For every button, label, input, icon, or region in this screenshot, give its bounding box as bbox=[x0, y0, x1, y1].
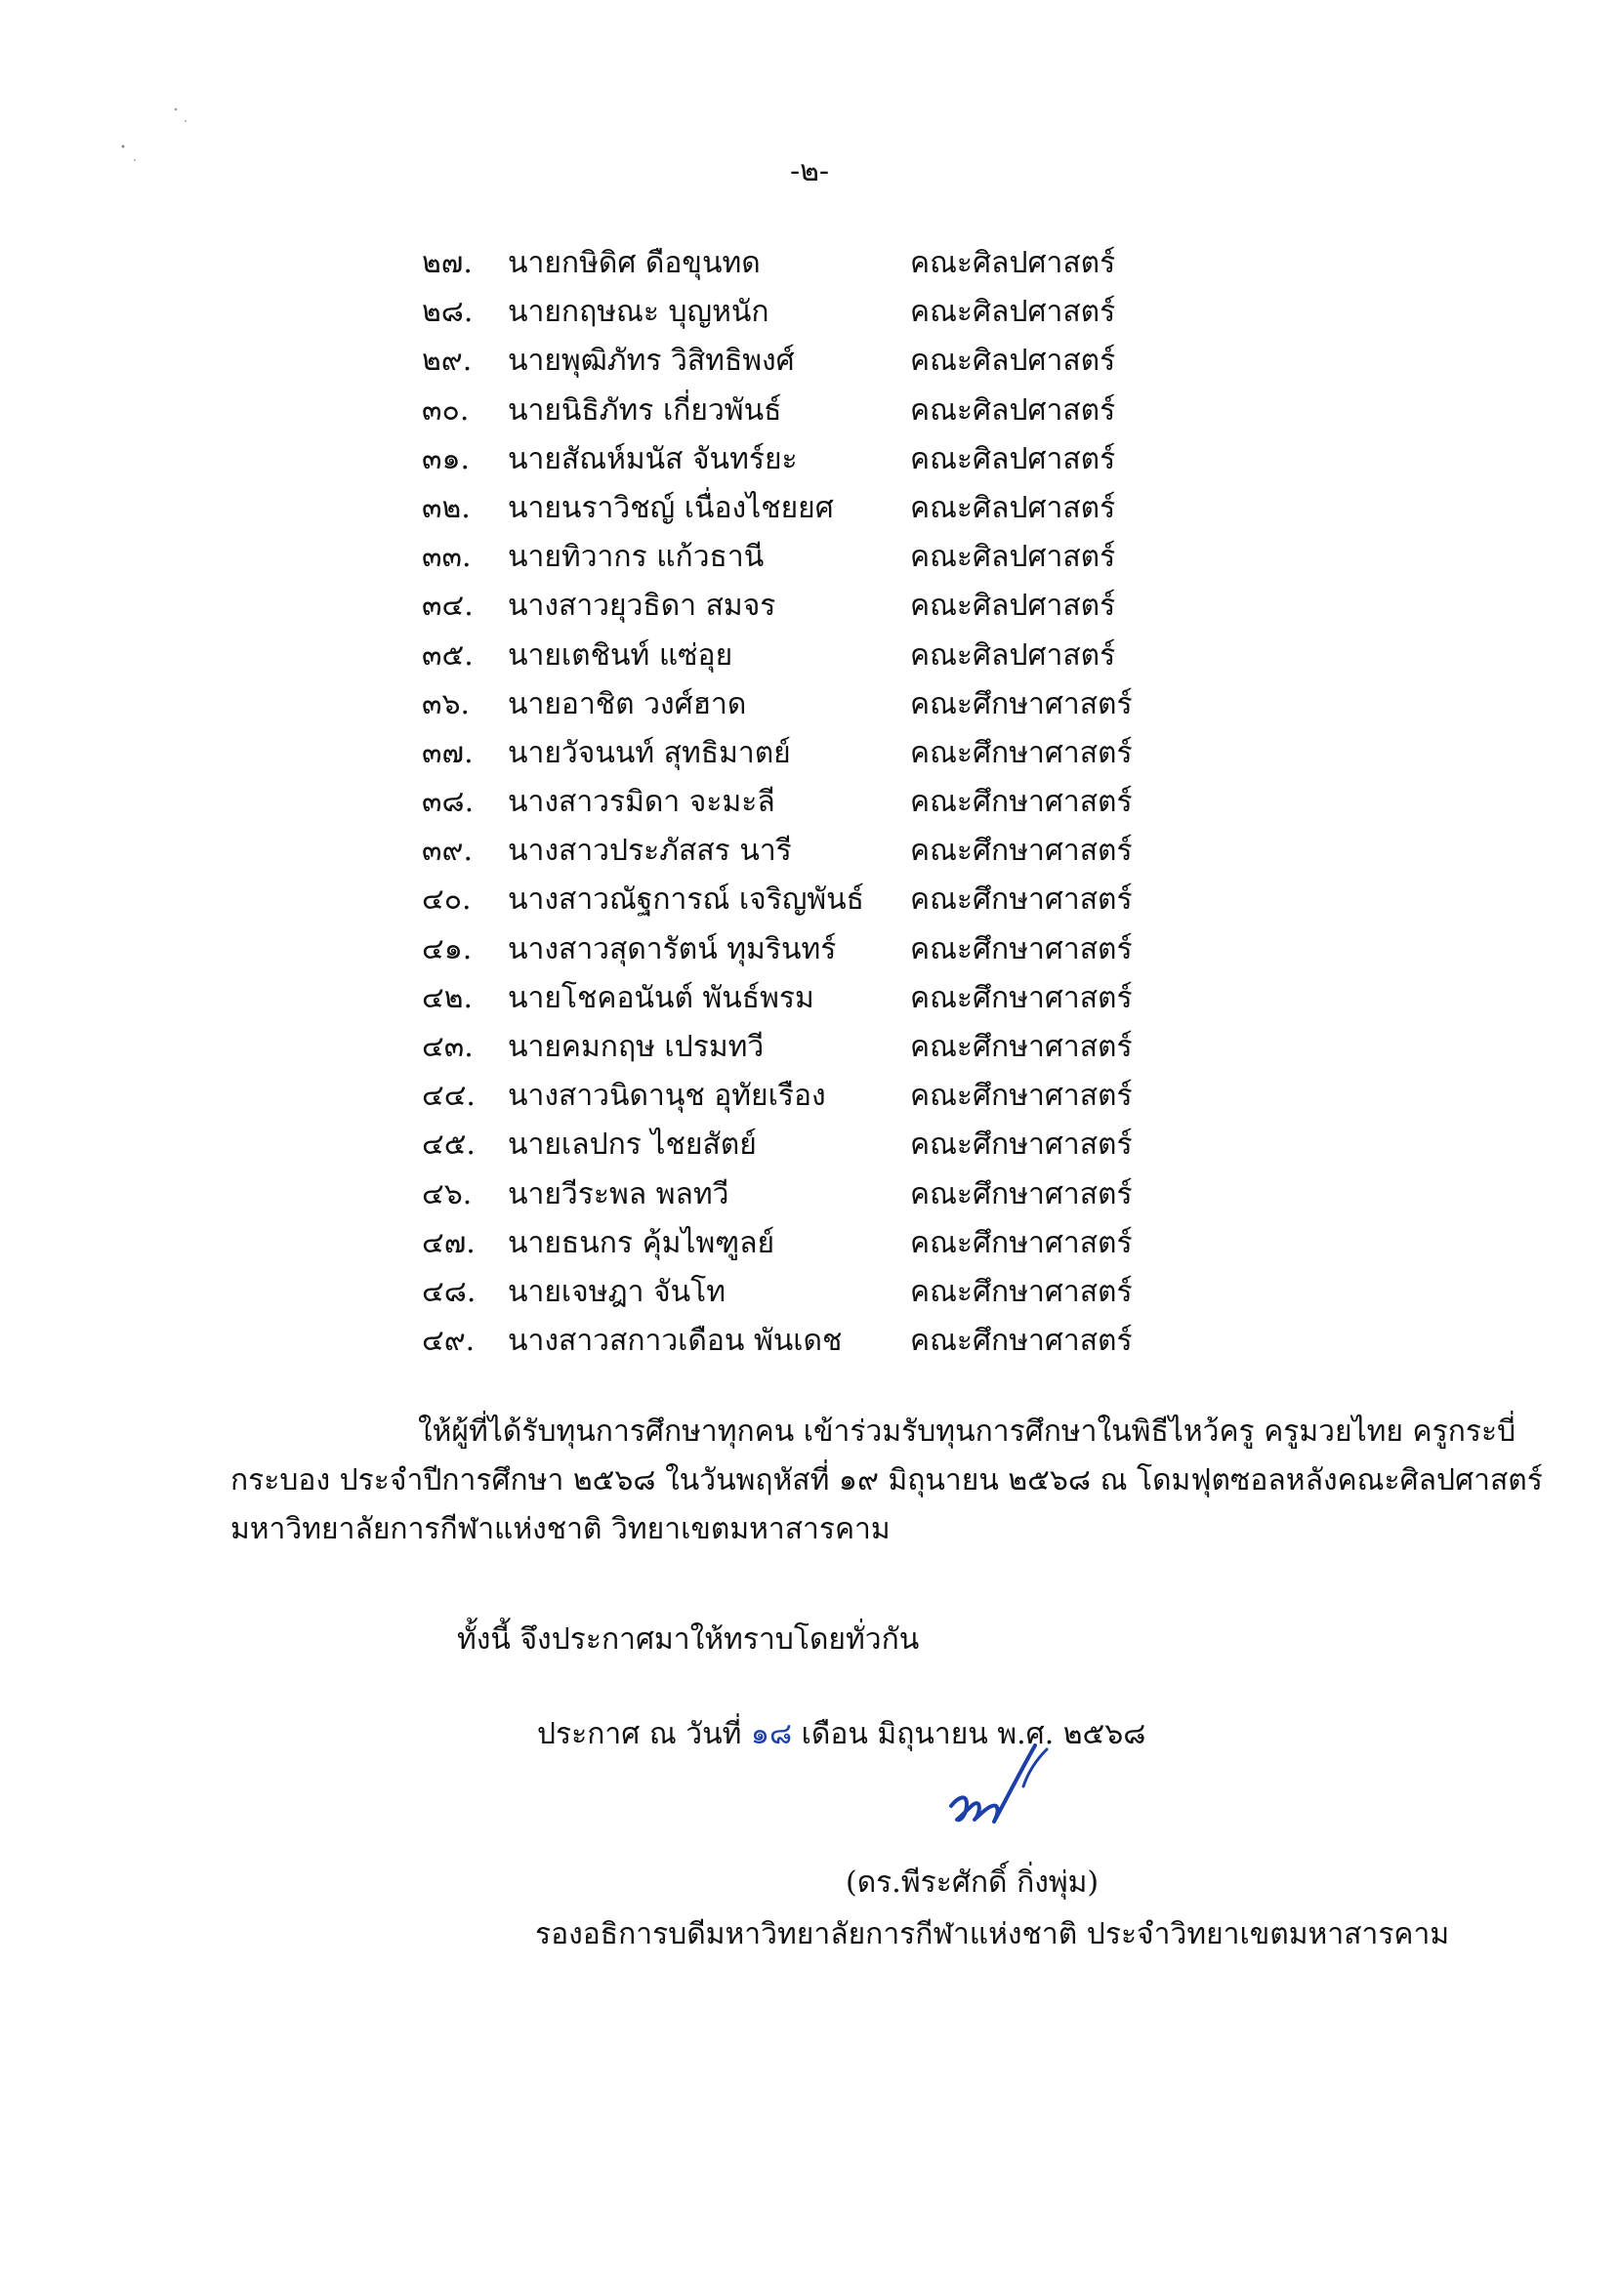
recipient-number: ๔๑. bbox=[422, 931, 473, 966]
recipient-name: นางสาวณัฐการณ์ เจริญพันธ์ bbox=[508, 882, 864, 918]
recipient-number: ๓๒. bbox=[422, 490, 471, 525]
recipient-number: ๒๙. bbox=[422, 344, 473, 379]
recipient-row bbox=[422, 881, 1164, 929]
recipient-row bbox=[422, 587, 1164, 636]
recipient-name: นายเตชินท์ แซ่อุย bbox=[508, 637, 733, 673]
recipient-name: นางสาวสกาวเดือน พันเดช bbox=[508, 1324, 843, 1359]
recipient-faculty: คณะศึกษาศาสตร์ bbox=[910, 882, 1133, 918]
recipient-number: ๒๘. bbox=[422, 295, 474, 330]
recipient-row bbox=[422, 1126, 1164, 1174]
recipient-faculty: คณะศิลปศาสตร์ bbox=[910, 490, 1116, 525]
recipient-number: ๓๑. bbox=[422, 441, 471, 476]
date-prefix: ประกาศ ณ วันที่ bbox=[537, 1717, 751, 1751]
recipient-faculty: คณะศึกษาศาสตร์ bbox=[910, 1324, 1133, 1359]
recipient-list bbox=[422, 244, 1164, 1371]
recipient-row bbox=[422, 1322, 1164, 1371]
recipient-number: ๔๗. bbox=[422, 1225, 476, 1260]
recipient-faculty: คณะศิลปศาสตร์ bbox=[910, 295, 1116, 330]
recipient-number: ๓๖. bbox=[422, 686, 471, 721]
recipient-faculty: คณะศิลปศาสตร์ bbox=[910, 540, 1116, 575]
recipient-row bbox=[422, 1224, 1164, 1273]
recipient-faculty: คณะศึกษาศาสตร์ bbox=[910, 785, 1133, 820]
recipient-faculty: คณะศึกษาศาสตร์ bbox=[910, 980, 1133, 1015]
announcement-line-1: ให้ผู้ที่ได้รับทุนการศึกษาทุกคน เข้าร่วมรับทุนการศึกษาในพิธีไหว้ครู ครูมวยไทย ครูกระบี่ bbox=[418, 1414, 1516, 1449]
recipient-number: ๓๗. bbox=[422, 735, 474, 770]
recipient-faculty: คณะศึกษาศาสตร์ bbox=[910, 1176, 1133, 1211]
recipient-faculty: คณะศึกษาศาสตร์ bbox=[910, 1128, 1133, 1163]
signer-title: รองอธิการบดีมหาวิทยาลัยการกีฬาแห่งชาติ ประจำวิทยาเขตมหาสารคาม bbox=[535, 1917, 1450, 1951]
recipient-faculty: คณะศึกษาศาสตร์ bbox=[910, 931, 1133, 966]
recipient-number: ๓๐. bbox=[422, 392, 470, 428]
recipient-row bbox=[422, 342, 1164, 390]
announcement-line-3: มหาวิทยาลัยการกีฬาแห่งชาติ วิทยาเขตมหาสารคาม bbox=[230, 1512, 891, 1546]
recipient-row bbox=[422, 440, 1164, 489]
recipient-number: ๔๙. bbox=[422, 1324, 476, 1359]
recipient-name: นางสาวยุวธิดา สมจร bbox=[508, 589, 776, 624]
signer-name: (ดร.พีระศักดิ์ กิ่งพุ่ม) bbox=[846, 1866, 1100, 1900]
recipient-row bbox=[422, 391, 1164, 440]
recipient-row bbox=[422, 538, 1164, 587]
recipient-number: ๔๕. bbox=[422, 1128, 476, 1163]
date-suffix: เดือน มิถุนายน พ.ศ. ๒๕๖๘ bbox=[792, 1717, 1146, 1751]
recipient-row bbox=[422, 244, 1164, 293]
recipient-number: ๓๙. bbox=[422, 834, 474, 869]
recipient-number: ๔๘. bbox=[422, 1274, 477, 1309]
recipient-faculty: คณะศิลปศาสตร์ bbox=[910, 637, 1116, 673]
recipient-faculty: คณะศิลปศาสตร์ bbox=[910, 246, 1116, 280]
recipient-row bbox=[422, 832, 1164, 881]
recipient-row bbox=[422, 1028, 1164, 1077]
recipient-name: นางสาวนิดานุช อุทัยเรือง bbox=[508, 1079, 826, 1114]
recipient-name: นายคมกฤษ เปรมทวี bbox=[508, 1030, 765, 1064]
recipient-name: นายกษิดิศ ดือขุนทด bbox=[508, 246, 761, 280]
recipient-row bbox=[422, 783, 1164, 832]
recipient-name: นายสัณห์มนัส จันทร์ยะ bbox=[508, 441, 798, 476]
recipient-name: นายทิวากร แก้วธานี bbox=[508, 540, 765, 575]
announcement-line-2: กระบอง ประจำปีการศึกษา ๒๕๖๘ ในวันพฤหัสที่ ๑๙ มิถุนายน ๒๕๖๘ ณ โดมฟุตซอลหลังคณะศิลปศาสตร์ bbox=[230, 1463, 1543, 1497]
recipient-row bbox=[422, 930, 1164, 979]
recipient-row bbox=[422, 1175, 1164, 1224]
recipient-name: นายวีระพล พลทวี bbox=[508, 1176, 729, 1211]
recipient-name: นายวัจนนท์ สุทธิมาตย์ bbox=[508, 735, 791, 770]
recipient-faculty: คณะศึกษาศาสตร์ bbox=[910, 1079, 1133, 1114]
recipient-name: นายอาชิต วงศ์ฮาด bbox=[508, 686, 747, 721]
recipient-row bbox=[422, 734, 1164, 783]
recipient-number: ๓๔. bbox=[422, 589, 474, 624]
recipient-number: ๔๔. bbox=[422, 1079, 476, 1114]
handwritten-signature bbox=[945, 1736, 1062, 1843]
recipient-faculty: คณะศึกษาศาสตร์ bbox=[910, 686, 1133, 721]
recipient-number: ๓๓. bbox=[422, 540, 472, 575]
recipient-faculty: คณะศิลปศาสตร์ bbox=[910, 441, 1116, 476]
recipient-name: นายนิธิภัทร เกี่ยวพันธ์ bbox=[508, 392, 782, 428]
recipient-faculty: คณะศิลปศาสตร์ bbox=[910, 392, 1116, 428]
recipient-name: นางสาวสุดารัตน์ ทุมรินทร์ bbox=[508, 931, 837, 966]
recipient-row bbox=[422, 685, 1164, 734]
recipient-name: นายกฤษณะ บุญหนัก bbox=[508, 295, 769, 330]
recipient-number: ๔๒. bbox=[422, 980, 474, 1015]
recipient-row bbox=[422, 1273, 1164, 1322]
closing-statement: ทั้งนี้ จึงประกาศมาให้ทราบโดยทั่วกัน bbox=[457, 1622, 920, 1657]
date-day: ๑๘ bbox=[750, 1717, 793, 1751]
recipient-number: ๔๓. bbox=[422, 1030, 474, 1064]
recipient-faculty: คณะศึกษาศาสตร์ bbox=[910, 1030, 1133, 1064]
recipient-name: นายพุฒิภัทร วิสิทธิพงศ์ bbox=[508, 344, 795, 379]
recipient-name: นายเจษฎา จันโท bbox=[508, 1274, 726, 1309]
recipient-row bbox=[422, 636, 1164, 685]
recipient-row bbox=[422, 979, 1164, 1028]
recipient-row bbox=[422, 293, 1164, 342]
recipient-row bbox=[422, 1077, 1164, 1126]
recipient-name: นายธนกร คุ้มไพฑูลย์ bbox=[508, 1225, 775, 1260]
recipient-name: นางสาวรมิดา จะมะลี bbox=[508, 785, 775, 820]
announcement-paragraph bbox=[230, 1408, 1543, 1554]
recipient-faculty: คณะศิลปศาสตร์ bbox=[910, 344, 1116, 379]
recipient-faculty: คณะศิลปศาสตร์ bbox=[910, 589, 1116, 624]
recipient-row bbox=[422, 489, 1164, 538]
recipient-number: ๔๐. bbox=[422, 882, 472, 918]
recipient-name: นางสาวประภัสสร นารี bbox=[508, 834, 792, 869]
recipient-faculty: คณะศึกษาศาสตร์ bbox=[910, 834, 1133, 869]
recipient-number: ๓๘. bbox=[422, 785, 475, 820]
recipient-name: นายนราวิชญ์ เนื่องไชยยศ bbox=[508, 490, 834, 525]
recipient-number: ๔๖. bbox=[422, 1176, 473, 1211]
recipient-name: นายเลปกร ไชยสัตย์ bbox=[508, 1128, 757, 1163]
recipient-faculty: คณะศึกษาศาสตร์ bbox=[910, 1274, 1133, 1309]
page-number: -๒- bbox=[789, 154, 830, 188]
recipient-number: ๒๗. bbox=[422, 246, 473, 280]
recipient-faculty: คณะศึกษาศาสตร์ bbox=[910, 1225, 1133, 1260]
recipient-name: นายโชคอนันต์ พันธ์พรม bbox=[508, 980, 814, 1015]
recipient-faculty: คณะศึกษาศาสตร์ bbox=[910, 735, 1133, 770]
recipient-number: ๓๕. bbox=[422, 637, 474, 673]
